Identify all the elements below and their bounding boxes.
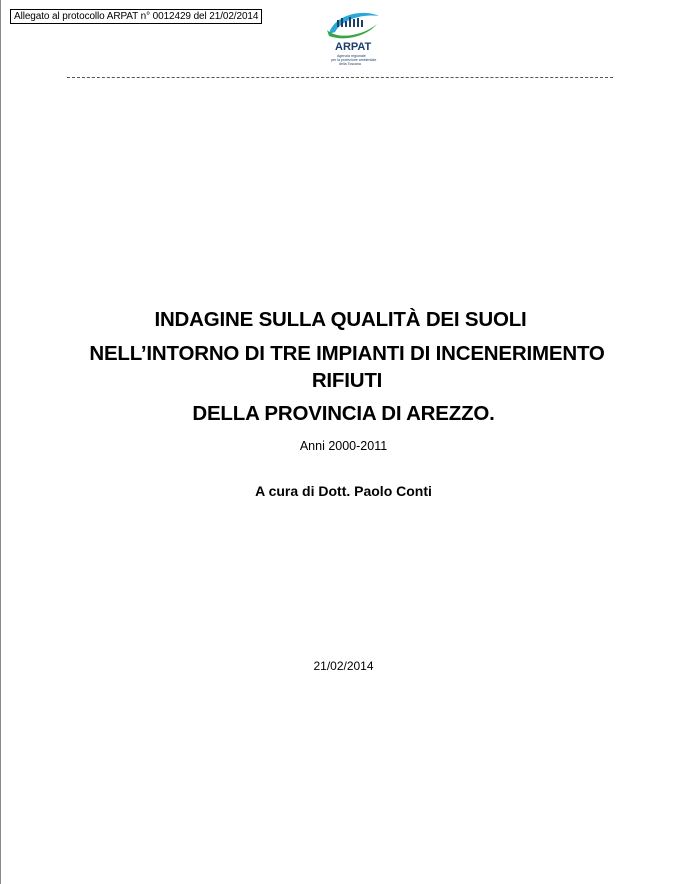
logo-subtitle-1: Agenzia regionale bbox=[337, 54, 366, 58]
logo-subtitle-3: della Toscana bbox=[339, 62, 361, 66]
author-credit: A cura di Dott. Paolo Conti bbox=[255, 483, 432, 499]
document-date: 21/02/2014 bbox=[313, 659, 374, 673]
title-line-2: NELL’INTORNO DI TRE IMPIANTI DI INCENERIMENTO bbox=[89, 342, 605, 365]
title-line-4: DELLA PROVINCIA DI AREZZO. bbox=[192, 402, 495, 425]
logo-subtitle-2: per la protezione ambientale bbox=[331, 58, 377, 62]
title-line-1: INDAGINE SULLA QUALITÀ DEI SUOLI bbox=[154, 308, 527, 331]
protocol-stamp: Allegato al protocollo ARPAT n° 0012429 del 21/02/2014 bbox=[10, 9, 262, 24]
arpat-logo-icon bbox=[315, 6, 391, 70]
title-line-3: RIFIUTI bbox=[311, 369, 383, 392]
logo-wordmark: ARPAT bbox=[335, 41, 372, 53]
arpat-logo bbox=[315, 6, 391, 70]
years-range: Anni 2000-2011 bbox=[299, 439, 388, 453]
header-divider bbox=[67, 77, 613, 78]
